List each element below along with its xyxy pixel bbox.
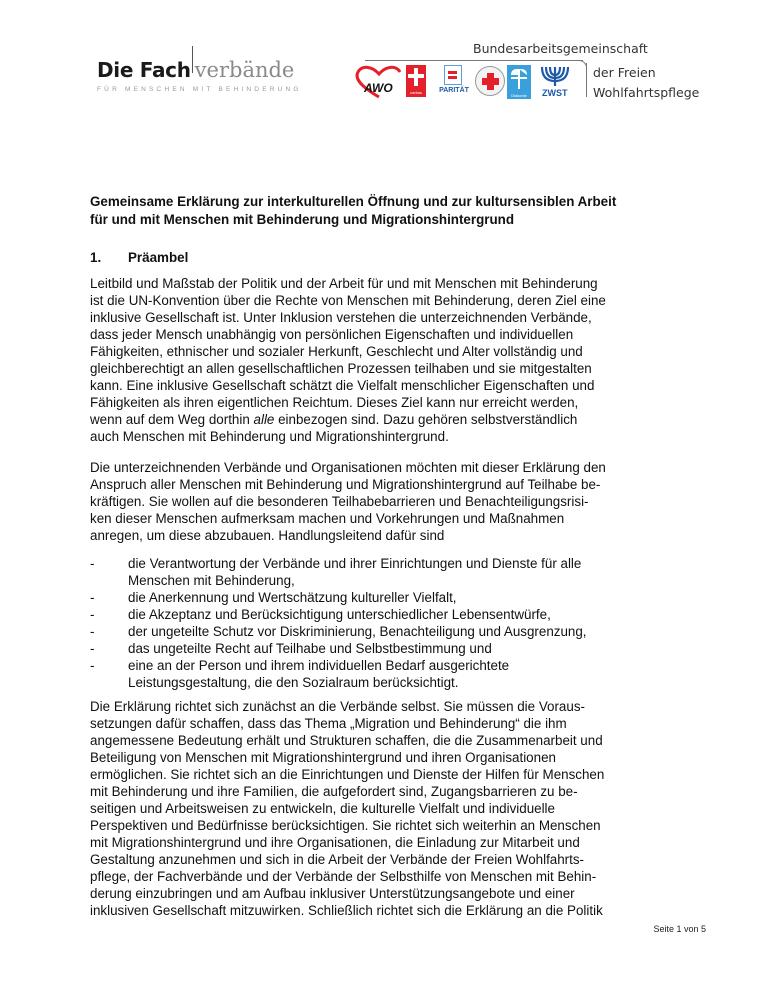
- bagfw-logo: [350, 38, 710, 108]
- text-line: Beteiligung von Menschen mit Migrationshintergrund und ihren Organisationen: [90, 750, 556, 765]
- text-line: pflege, der Fachverbände und der Verbände der Selbsthilfe von Menschen mit Behin-: [90, 869, 597, 884]
- logo-divider: [192, 46, 193, 73]
- list-item-text: eine an der Person und ihrem individuellen Bedarf ausgerichtete: [128, 658, 510, 673]
- text-line: ist die UN-Konvention über die Rechte von Menschen mit Behinderung, deren Ziel eine: [90, 293, 606, 308]
- emphasis-alle: alle: [253, 412, 275, 427]
- title-line: für und mit Menschen mit Behinderung und Migrationshintergrund: [90, 212, 515, 227]
- logo-subtitle: FÜR MENSCHEN MIT BEHINDERUNG: [97, 86, 302, 93]
- section-heading: [90, 250, 188, 265]
- dash-bullet-icon: -: [90, 658, 95, 673]
- list-item: [90, 640, 710, 657]
- bagfw-title: Bundesarbeitsgemeinschaft: [473, 41, 648, 56]
- text-line: angemessene Bedeutung erhält und Strukturen schaffen, die die Zusammenarbeit und: [90, 733, 603, 748]
- text-line: inklusive Gesellschaft ist. Unter Inklusion verstehen die unterzeichnenden Verbände,: [90, 310, 592, 325]
- text-line: setzungen dafür schaffen, dass das Thema „Migration und Behinderung“ die ihm: [90, 716, 567, 731]
- bagfw-line3: Wohlfahrtspflege: [593, 85, 700, 100]
- text-line: Die Erklärung richtet sich zunächst an die Verbände selbst. Sie müssen die Voraus-: [90, 699, 585, 714]
- text-run: einbezogen sind. Dazu gehören selbstverständlich: [274, 412, 578, 427]
- list-item: [90, 657, 710, 691]
- logo-rule-vertical: [586, 63, 587, 97]
- paritaet-logo-icon: PARITÄT: [436, 65, 472, 99]
- text-line: Gestaltung anzunehmen und sich in die Arbeit der Verbände der Freien Wohlfahrts-: [90, 852, 585, 867]
- list-item: [90, 589, 710, 606]
- text-line: anregen, um diese abzubauen. Handlungsleitend dafür sind: [90, 528, 445, 543]
- text-line: Anspruch aller Menschen mit Behinderung und Migrationshintergrund auf Teilhabe be-: [90, 477, 601, 492]
- text-line: dass jeder Mensch unabhängig von persönlichen Eigenschaften und individuellen: [90, 327, 574, 342]
- document-title: [90, 193, 710, 229]
- fachverbaende-logo: [93, 44, 303, 96]
- list-item-text: die Anerkennung und Wertschätzung kultureller Vielfalt,: [128, 590, 457, 605]
- awo-logo-icon: [354, 65, 404, 101]
- text-line: Fähigkeiten als ihren eigentlichen Reichtum. Dieses Ziel kann nur erreicht werden,: [90, 395, 579, 410]
- text-line: gleichberechtigt an allen gesellschaftlichen Prozessen teilhaben und sie mitgestalten: [90, 361, 592, 376]
- text-line: Die unterzeichnenden Verbände und Organisationen möchten mit dieser Erklärung den: [90, 460, 606, 475]
- text-line: kann. Eine inklusive Gesellschaft schätzt die Vielfalt menschlicher Eigenschaften und: [90, 378, 595, 393]
- list-item: [90, 555, 710, 589]
- list-item: [90, 606, 710, 623]
- zwst-menorah-icon: ZWST: [538, 65, 572, 99]
- text-line: Leitbild und Maßstab der Politik und der Arbeit für und mit Menschen mit Behinderung: [90, 276, 598, 291]
- dash-bullet-icon: -: [90, 556, 95, 571]
- logo-part1: Die Fach: [97, 58, 191, 82]
- section-number: 1.: [90, 250, 102, 265]
- dash-bullet-icon: -: [90, 607, 95, 622]
- drk-logo-icon: [475, 66, 505, 96]
- page-number: Seite 1 von 5: [653, 924, 706, 934]
- title-line: Gemeinsame Erklärung zur interkulturellen Öffnung und zur kultursensiblen Arbeit: [90, 194, 617, 209]
- paragraph-audience: [90, 698, 710, 919]
- logo-rule: [365, 60, 583, 61]
- text-line: mit Behinderung und ihre Familien, die aufgefordert sind, Zugangsbarrieren zu be-: [90, 784, 578, 799]
- dash-bullet-icon: -: [90, 624, 95, 639]
- logo-part2: verbände: [194, 58, 295, 82]
- text-line: kräftigen. Sie wollen auf die besonderen Teilhabebarrieren und Benachteiligungsrisi-: [90, 494, 589, 509]
- text-line: mit Migrationshintergrund und ihre Organisationen, die Einladung zur Mitarbeit und: [90, 835, 580, 850]
- section-title: Präambel: [128, 250, 189, 265]
- text-line: ermöglichen. Sie richtet sich an die Einrichtungen und Dienste der Hilfen für Menschen: [90, 767, 605, 782]
- text-line: auch Menschen mit Behinderung und Migrationshintergrund.: [90, 429, 449, 444]
- list-item-text: das ungeteilte Recht auf Teilhabe und Selbstbestimmung und: [128, 641, 492, 656]
- paragraph-intent: [90, 459, 710, 544]
- text-line: inklusiven Gesellschaft mitzuwirken. Schließlich richtet sich die Erklärung an die Politik: [90, 903, 603, 918]
- caritas-logo-icon: caritas: [406, 65, 426, 97]
- svg-text:AWO: AWO: [364, 81, 393, 95]
- list-item-text: Menschen mit Behinderung,: [128, 573, 295, 588]
- dash-bullet-icon: -: [90, 590, 95, 605]
- bagfw-line2: der Freien: [593, 65, 656, 80]
- list-item-text: der ungeteilte Schutz vor Diskriminierung, Benachteiligung und Ausgrenzung,: [128, 624, 587, 639]
- text-line: seitigen und Arbeitsweisen zu entwickeln, die kulturelle Vielfalt und individuelle: [90, 801, 555, 816]
- list-item-text: die Verantwortung der Verbände und ihrer Einrichtungen und Dienste für alle: [128, 556, 582, 571]
- text-line: Perspektiven und Bedürfnisse berücksichtigen. Sie richtet sich weiterhin an Menschen: [90, 818, 601, 833]
- text-line: Fähigkeiten, ethnischer und sozialer Herkunft, Geschlecht und Alter vollständig und: [90, 344, 583, 359]
- principles-list: [90, 555, 710, 691]
- text-run: wenn auf dem Weg dorthin: [90, 412, 254, 427]
- dash-bullet-icon: -: [90, 641, 95, 656]
- list-item-text: Leistungsgestaltung, die den Sozialraum berücksichtigt.: [128, 675, 459, 690]
- text-line: derung einzubringen und am Aufbau inklusiver Unterstützungsangebote und einer: [90, 886, 575, 901]
- diakonie-logo-icon: Diakonie: [507, 65, 531, 99]
- paragraph-preamble: [90, 275, 710, 445]
- text-line: [90, 411, 710, 428]
- list-item: [90, 623, 710, 640]
- logo-wordmark: [97, 58, 294, 82]
- list-item-text: die Akzeptanz und Berücksichtigung unterschiedlicher Lebensentwürfe,: [128, 607, 551, 622]
- text-line: ken dieser Menschen aufmerksam machen und Vorkehrungen und Maßnahmen: [90, 511, 565, 526]
